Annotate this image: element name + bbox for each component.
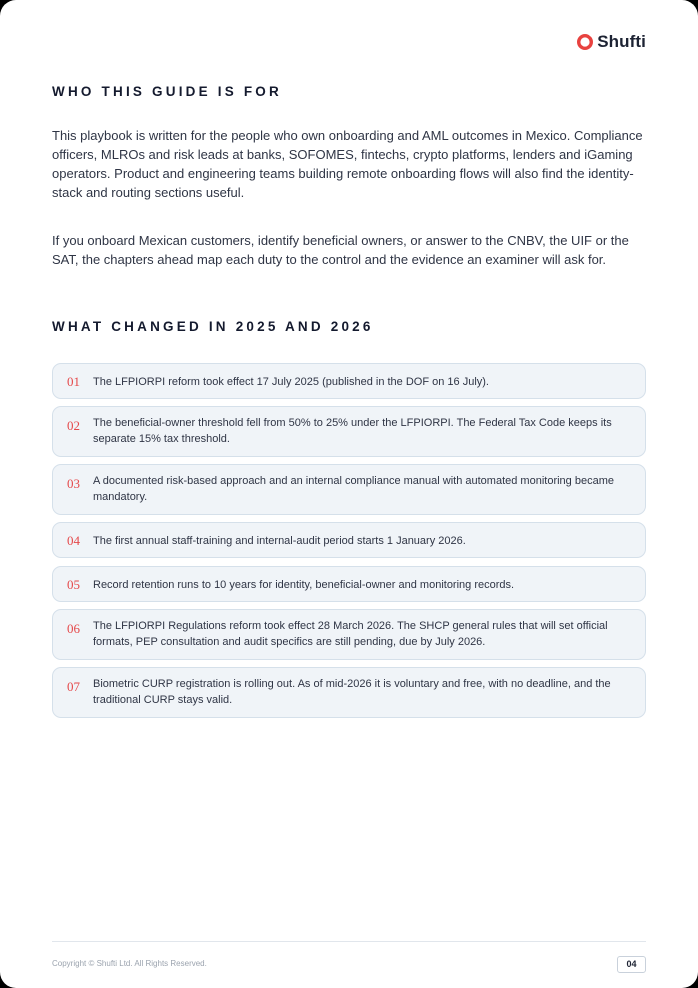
footer-divider xyxy=(52,941,646,942)
change-item-number: 01 xyxy=(67,374,80,389)
change-item xyxy=(52,464,646,515)
audience-paragraph-1: This playbook is written for the people who own onboarding and AML outcomes in Mexico. Compliance officers, MLROs and risk leads at banks, SOFOMES, fintechs, crypto platforms, lenders and iGaming operators. Product and engineering teams building remote onboarding flows will also find the identity-stack and routing sections useful. xyxy=(52,128,643,200)
change-item-number: 02 xyxy=(67,418,80,433)
change-item-number: 05 xyxy=(67,577,80,592)
change-item-number: 06 xyxy=(67,621,80,636)
change-item-text: The LFPIORPI Regulations reform took effect 28 March 2026. The SHCP general rules that will set official formats, PEP consultation and audit specifics are still pending, due by July 2026. xyxy=(93,620,608,648)
change-item xyxy=(52,566,646,602)
change-item xyxy=(52,406,646,457)
change-item xyxy=(52,522,646,558)
brand-logo xyxy=(576,32,646,52)
change-item-text: The beneficial-owner threshold fell from 50% to 25% under the LFPIORPI. The Federal Tax Code keeps its separate 15% tax threshold. xyxy=(93,417,612,445)
shufti-ring-logo-icon xyxy=(576,33,594,51)
audience-paragraph-2: If you onboard Mexican customers, identify beneficial owners, or answer to the CNBV, the UIF or the SAT, the chapters ahead map each duty to the control and the evidence an examiner will ask for. xyxy=(52,233,629,267)
change-item-text: A documented risk-based approach and an internal compliance manual with automated monitoring became mandatory. xyxy=(93,475,614,503)
change-item-number: 03 xyxy=(67,476,80,491)
section-heading-changes: WHAT CHANGED IN 2025 AND 2026 xyxy=(52,319,374,334)
change-item-number: 07 xyxy=(67,679,80,694)
change-item-text: Record retention runs to 10 years for identity, beneficial-owner and monitoring records. xyxy=(93,579,515,591)
change-item-text: The first annual staff-training and internal-audit period starts 1 January 2026. xyxy=(93,535,466,547)
section-heading-audience: WHO THIS GUIDE IS FOR xyxy=(52,84,282,99)
change-item-number: 04 xyxy=(67,533,80,548)
change-item xyxy=(52,363,646,399)
change-item xyxy=(52,609,646,660)
change-item-text: Biometric CURP registration is rolling out. As of mid-2026 it is voluntary and free, with no deadline, and the traditional CURP stays valid. xyxy=(93,678,611,706)
brand-name: Shufti xyxy=(597,32,646,51)
change-item xyxy=(52,667,646,718)
copyright-text: Copyright © Shufti Ltd. All Rights Reserved. xyxy=(52,959,207,968)
page-number-badge: 04 xyxy=(617,956,646,973)
change-item-text: The LFPIORPI reform took effect 17 July 2025 (published in the DOF on 16 July). xyxy=(93,376,489,388)
